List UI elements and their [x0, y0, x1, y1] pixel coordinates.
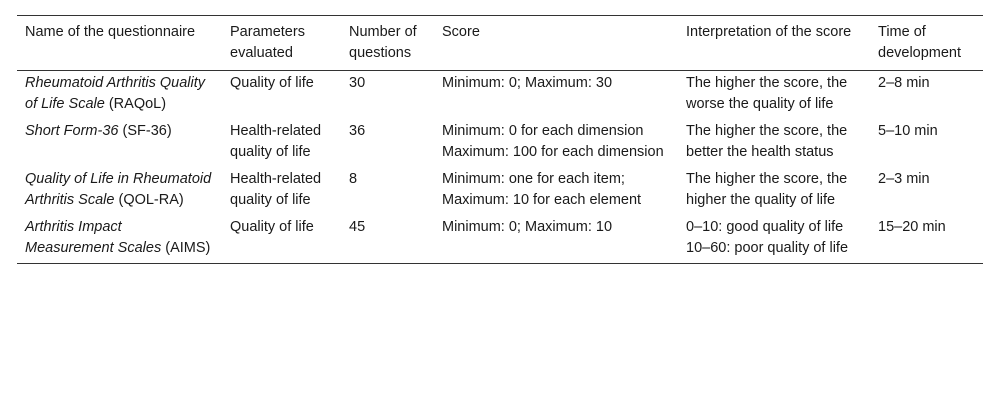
- cell-questions: 36: [349, 123, 366, 139]
- questionnaire-abbreviation: (AIMS): [165, 240, 211, 256]
- header-score: Score: [442, 24, 480, 40]
- questionnaire-name: Arthritis Impact Measurement Scales: [25, 219, 162, 256]
- header-questions: Number of questions: [349, 24, 417, 61]
- cell-time: 2–8 min: [878, 75, 930, 91]
- table-row: [17, 167, 983, 215]
- cell-score: Minimum: one for each item; Maximum: 10 for each element: [442, 171, 642, 208]
- questionnaire-abbreviation: (SF-36): [122, 123, 172, 139]
- cell-name: [17, 215, 222, 264]
- table-row: [17, 71, 983, 120]
- table-row: [17, 119, 983, 167]
- table-row: [17, 215, 983, 264]
- cell-score: Minimum: 0; Maximum: 30: [442, 75, 613, 91]
- questionnaire-name: Rheumatoid Arthritis Quality of Life Scale: [25, 75, 205, 112]
- cell-name: [17, 71, 222, 120]
- cell-questions: 45: [349, 219, 366, 235]
- header-parameters: Parameters evaluated: [230, 24, 305, 61]
- questionnaire-name: Quality of Life in Rheumatoid Arthritis Scale: [25, 171, 212, 208]
- cell-parameters: Quality of life: [230, 219, 314, 235]
- cell-questions: 8: [349, 171, 358, 187]
- cell-score: Minimum: 0 for each dimension Maximum: 100 for each dimension: [442, 123, 664, 160]
- cell-interpretation: The higher the score, the higher the quality of life: [686, 171, 848, 208]
- cell-score: Minimum: 0; Maximum: 10: [442, 219, 613, 235]
- cell-interpretation: 0–10: good quality of life 10–60: poor quality of life: [686, 219, 849, 256]
- cell-name: [17, 119, 222, 167]
- header-row: [17, 16, 983, 71]
- cell-parameters: Health-related quality of life: [230, 171, 322, 208]
- cell-interpretation: The higher the score, the worse the quality of life: [686, 75, 848, 112]
- questionnaire-table-container: [17, 15, 983, 264]
- header-name: Name of the questionnaire: [25, 24, 196, 40]
- cell-name: [17, 167, 222, 215]
- questionnaire-abbreviation: (QOL-RA): [118, 192, 184, 208]
- header-time: Time of development: [878, 24, 962, 61]
- cell-time: 5–10 min: [878, 123, 938, 139]
- questionnaire-name: Short Form-36: [25, 123, 119, 139]
- table-body: [17, 71, 983, 264]
- cell-time: 15–20 min: [878, 219, 946, 235]
- questionnaire-abbreviation: (RAQoL): [108, 96, 167, 112]
- questionnaire-table: [17, 15, 983, 264]
- header-interpretation: Interpretation of the score: [686, 24, 852, 40]
- cell-parameters: Health-related quality of life: [230, 123, 322, 160]
- cell-interpretation: The higher the score, the better the health status: [686, 123, 848, 160]
- table-header: [17, 16, 983, 71]
- cell-questions: 30: [349, 75, 366, 91]
- cell-time: 2–3 min: [878, 171, 930, 187]
- cell-parameters: Quality of life: [230, 75, 314, 91]
